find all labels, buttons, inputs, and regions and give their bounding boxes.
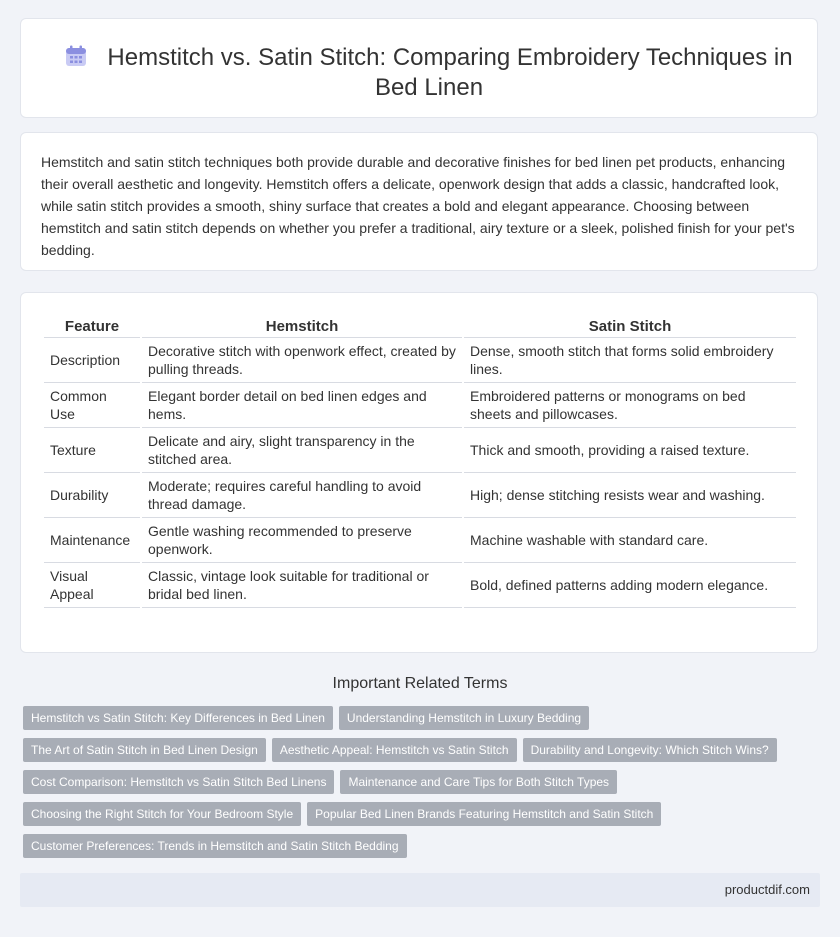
row-satin-stitch: Machine washable with standard care. (464, 518, 796, 563)
row-feature: Description (44, 338, 140, 383)
related-term-tag[interactable]: Understanding Hemstitch in Luxury Bedding (339, 706, 589, 730)
related-term-tag[interactable]: Customer Preferences: Trends in Hemstitch and Satin Stitch Bedding (23, 834, 407, 858)
related-term-tag[interactable]: Popular Bed Linen Brands Featuring Hemstitch and Satin Stitch (307, 802, 661, 826)
related-term-tag[interactable]: Choosing the Right Stitch for Your Bedroom Style (23, 802, 301, 826)
page-title: Hemstitch vs. Satin Stitch: Comparing Embroidery Techniques in Bed Linen (107, 44, 793, 101)
footer-site[interactable]: productdif.com (724, 882, 810, 897)
row-feature: Visual Appeal (44, 563, 140, 608)
row-hemstitch: Gentle washing recommended to preserve openwork. (142, 518, 462, 563)
related-term-tag[interactable]: Cost Comparison: Hemstitch vs Satin Stitch Bed Linens (23, 770, 334, 794)
row-satin-stitch: Thick and smooth, providing a raised texture. (464, 428, 796, 473)
intro-paragraph: Hemstitch and satin stitch techniques both provide durable and decorative finishes for bed linen pet products, enhancing their overall aesthetic and longevity. Hemstitch offers a delicate, openwork design that adds a classic, handcrafted look, while satin stitch provides a smooth, shiny surface that creates a bold and elegant appearance. Choosing between hemstitch and satin stitch depends on whether you prefer a traditional, airy texture or a sleek, polished finish for your pet's bedding. (41, 154, 795, 258)
related-term-tag[interactable]: Aesthetic Appeal: Hemstitch vs Satin Stitch (272, 738, 517, 762)
intro-card (20, 132, 818, 271)
related-term-tag[interactable]: Maintenance and Care Tips for Both Stitch Types (340, 770, 617, 794)
row-satin-stitch: High; dense stitching resists wear and washing. (464, 473, 796, 518)
comparison-table (42, 315, 798, 608)
related-term-tag[interactable]: Hemstitch vs Satin Stitch: Key Differences in Bed Linen (23, 706, 333, 730)
row-satin-stitch: Bold, defined patterns adding modern elegance. (464, 563, 796, 608)
calendar-icon (65, 45, 87, 67)
table-header-row (44, 315, 796, 338)
row-hemstitch: Delicate and airy, slight transparency in the stitched area. (142, 428, 462, 473)
table-row (44, 428, 796, 473)
row-hemstitch: Classic, vintage look suitable for traditional or bridal bed linen. (142, 563, 462, 608)
footer (20, 873, 820, 907)
row-satin-stitch: Embroidered patterns or monograms on bed sheets and pillowcases. (464, 383, 796, 428)
row-hemstitch: Moderate; requires careful handling to avoid thread damage. (142, 473, 462, 518)
row-feature: Durability (44, 473, 140, 518)
related-terms-list (23, 706, 823, 866)
table-row (44, 338, 796, 383)
comparison-card (20, 292, 818, 653)
row-hemstitch: Elegant border detail on bed linen edges and hems. (142, 383, 462, 428)
header-satin-stitch: Satin Stitch (464, 315, 796, 338)
related-term-tag[interactable]: The Art of Satin Stitch in Bed Linen Design (23, 738, 266, 762)
related-terms-title: Important Related Terms (332, 675, 508, 692)
table-row (44, 383, 796, 428)
row-hemstitch: Decorative stitch with openwork effect, created by pulling threads. (142, 338, 462, 383)
related-term-tag[interactable]: Durability and Longevity: Which Stitch Wins? (523, 738, 777, 762)
header-card (20, 18, 818, 118)
page-title-wrap (61, 43, 797, 103)
table-row (44, 563, 796, 608)
row-feature: Texture (44, 428, 140, 473)
header-hemstitch: Hemstitch (142, 315, 462, 338)
row-feature: Maintenance (44, 518, 140, 563)
header-feature: Feature (44, 315, 140, 338)
row-satin-stitch: Dense, smooth stitch that forms solid embroidery lines. (464, 338, 796, 383)
table-row (44, 518, 796, 563)
table-row (44, 473, 796, 518)
row-feature: Common Use (44, 383, 140, 428)
